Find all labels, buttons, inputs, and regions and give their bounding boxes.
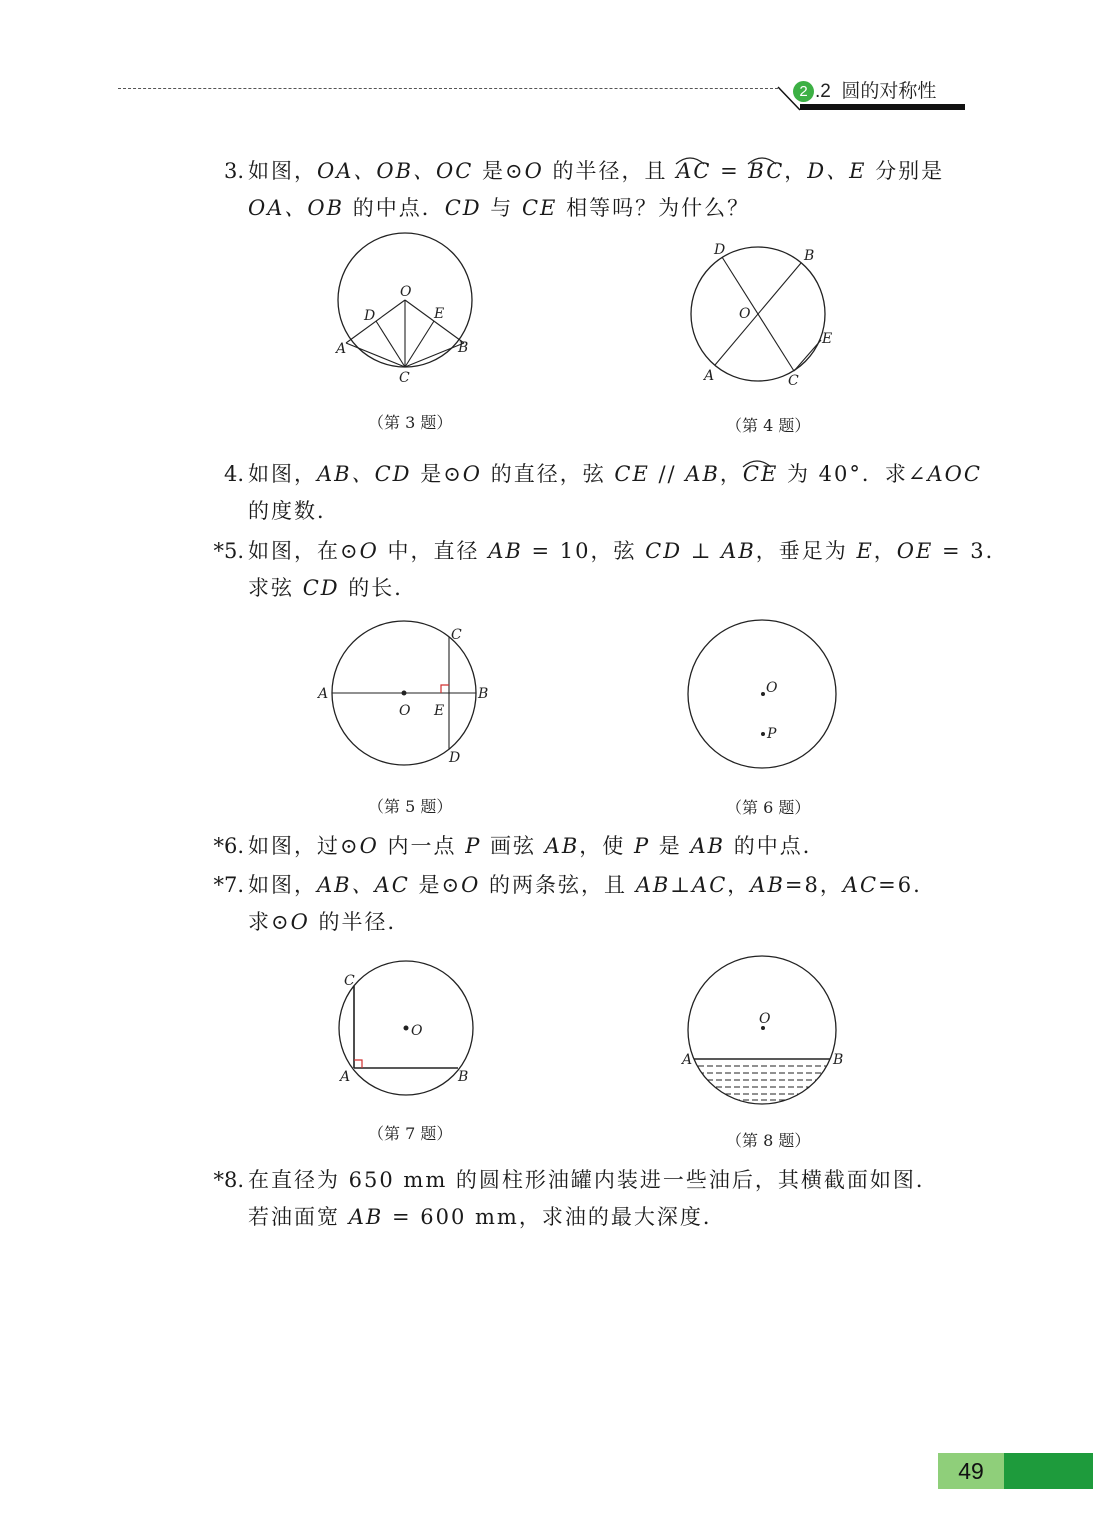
text: =6.: [878, 873, 922, 897]
arc-ac: [676, 159, 711, 183]
problem-number: *7.: [213, 873, 244, 897]
text: 内一点: [378, 834, 466, 858]
label-a: A: [318, 686, 329, 702]
text: = 600 mm，求油的最大深度．: [383, 1205, 726, 1229]
problem-3-line-2: [248, 190, 944, 227]
figure-4: [680, 240, 850, 394]
label-b: B: [458, 340, 469, 356]
header-bar: [800, 104, 965, 110]
problem-6: [213, 828, 826, 865]
text: =: [711, 159, 749, 183]
label-d: D: [714, 242, 726, 258]
problem-number: *8.: [213, 1168, 244, 1192]
text: ，: [784, 159, 808, 183]
math: OE: [896, 539, 934, 563]
figure-3-caption: （第 3 题）: [368, 413, 453, 432]
problem-7-line-2: [248, 904, 922, 941]
label-p: P: [767, 726, 777, 742]
math: AB: [488, 539, 523, 563]
math: CE: [614, 462, 650, 486]
math: E: [856, 539, 874, 563]
figure-6-caption: （第 6 题）: [726, 798, 811, 817]
math: AB: [348, 1205, 384, 1229]
text: 如图，过⊙: [248, 834, 360, 858]
text: 是⊙: [411, 462, 463, 486]
math: CE: [742, 462, 779, 486]
problem-3: [223, 153, 945, 227]
label-e: E: [434, 703, 445, 719]
text: ，使: [579, 834, 634, 858]
text: 如图，: [248, 462, 317, 486]
circle: [688, 956, 836, 1104]
section-badge: 2: [793, 81, 814, 102]
problem-4-line-2: 的度数．: [248, 499, 340, 523]
text: 的长．: [339, 576, 418, 600]
problem-8-line-1: 在直径为 650 mm 的圆柱形油罐内装进一些油后，其横截面如图．: [248, 1168, 939, 1192]
section-number: .2: [815, 81, 831, 102]
math: OA、OB、OC: [317, 159, 474, 183]
label-c: C: [788, 373, 799, 389]
math: O: [462, 462, 483, 486]
text: ，垂足为: [755, 539, 857, 563]
problem-7: [213, 867, 922, 941]
text: 求弦: [248, 576, 303, 600]
math: O: [290, 910, 310, 934]
arc-mark: [674, 155, 706, 165]
right-angle-mark: [354, 1060, 362, 1068]
label-a: A: [336, 341, 347, 357]
oil-hatching: [680, 1066, 850, 1100]
arc-mark: [741, 458, 773, 468]
text: 是⊙: [473, 159, 525, 183]
math: AC: [842, 873, 879, 897]
label-c: C: [344, 973, 355, 989]
problem-number: *6.: [213, 834, 244, 858]
header-dashed-rule: [118, 88, 778, 89]
problem-7-line-1: [248, 867, 922, 904]
label-a: A: [704, 368, 715, 384]
text: ⊥: [682, 539, 722, 563]
text: 中，直径: [378, 539, 489, 563]
label-b: B: [804, 248, 815, 264]
arc-ce: [743, 462, 778, 486]
text: 如图，: [248, 159, 317, 183]
page-number: 49: [938, 1453, 1004, 1489]
chord-ac: [346, 343, 405, 367]
chord-ce: [794, 340, 821, 371]
text: 画弦: [481, 834, 545, 858]
page-number-bar: [1004, 1453, 1093, 1489]
math: CD: [302, 576, 340, 600]
figure-3-diagram: [330, 240, 490, 390]
text: 是⊙: [409, 873, 462, 897]
point-o-dot: [761, 692, 765, 696]
label-o: O: [759, 1011, 771, 1027]
text: =8，: [784, 873, 843, 897]
text: 如图，: [248, 873, 317, 897]
text: 的半径．: [309, 910, 411, 934]
problem-8: [213, 1162, 939, 1236]
label-e: E: [434, 306, 445, 322]
figure-5-diagram: [315, 618, 505, 773]
text: 相等吗？为什么？: [557, 196, 751, 220]
center-dot: [404, 1026, 409, 1031]
segment-ce: [405, 321, 434, 367]
math: CE: [521, 196, 558, 220]
figure-4-caption: （第 4 题）: [726, 416, 811, 435]
section-title: [793, 76, 936, 103]
math: O: [359, 539, 379, 563]
figure-8-caption: （第 8 题）: [726, 1131, 811, 1150]
chord-bc: [405, 343, 464, 367]
math: O: [359, 834, 379, 858]
right-angle-mark: [441, 685, 449, 693]
figure-6-diagram: [680, 618, 850, 778]
problem-number: 3.: [223, 159, 244, 183]
math: AB、CD: [317, 462, 412, 486]
math: AB⊥AC: [635, 873, 728, 897]
text: 为 40°．求∠: [778, 462, 928, 486]
arc-bc: [748, 159, 784, 183]
text: //: [649, 462, 686, 486]
math: CD: [444, 196, 482, 220]
text: 的两条弦，且: [480, 873, 636, 897]
point-p-dot: [761, 732, 765, 736]
label-o: O: [400, 284, 412, 300]
problem-number: *5.: [213, 539, 244, 563]
math: AOC: [927, 462, 982, 486]
problem-6-line-1: [248, 828, 826, 865]
text: 的中点．: [725, 834, 826, 858]
text: = 10，弦: [522, 539, 646, 563]
problem-8-line-2: [248, 1199, 939, 1236]
text: 分别是: [866, 159, 945, 183]
text: ，: [719, 462, 743, 486]
math: P: [633, 834, 651, 858]
math: O: [524, 159, 544, 183]
label-c: C: [451, 627, 462, 643]
text: 的半径，且: [543, 159, 677, 183]
text: 求⊙: [248, 910, 291, 934]
figure-5: [315, 618, 505, 777]
math: CD: [645, 539, 683, 563]
math: BC: [748, 159, 785, 183]
label-b: B: [458, 1069, 469, 1085]
math: OA、OB: [248, 196, 345, 220]
math: AB: [685, 462, 720, 486]
problem-5-line-2: [248, 570, 1009, 607]
math: AB: [750, 873, 785, 897]
section-name: 圆的对称性: [841, 81, 937, 102]
section-header: [760, 74, 965, 108]
problem-3-line-1: [248, 153, 944, 190]
problem-number: 4.: [223, 462, 244, 486]
segment-cd: [376, 321, 405, 367]
text: 的中点．: [344, 196, 445, 220]
text: 如图，在⊙: [248, 539, 360, 563]
math: P: [465, 834, 482, 858]
math: AC: [676, 159, 712, 183]
math: AB: [721, 539, 756, 563]
math: D、E: [807, 159, 867, 183]
label-o: O: [739, 306, 751, 322]
label-e: E: [822, 331, 833, 347]
segment-oa: [346, 300, 405, 343]
math: AB: [690, 834, 726, 858]
figure-3: [330, 240, 490, 394]
label-o: O: [411, 1023, 423, 1039]
label-o: O: [766, 680, 778, 696]
figure-7: [330, 958, 490, 1112]
label-b: B: [833, 1052, 844, 1068]
diameter-ba: [715, 263, 801, 365]
center-dot: [402, 691, 407, 696]
figure-4-diagram: [680, 240, 850, 390]
text: 是: [650, 834, 691, 858]
problem-5-line-1: [248, 533, 1009, 570]
figure-5-caption: （第 5 题）: [368, 797, 453, 816]
label-d: D: [364, 308, 376, 324]
problem-4: [223, 456, 982, 530]
label-a: A: [340, 1069, 351, 1085]
text: = 3．: [933, 539, 1009, 563]
math: AB、AC: [317, 873, 410, 897]
text: 若油面宽: [248, 1205, 349, 1229]
label-b: B: [478, 686, 489, 702]
figure-7-caption: （第 7 题）: [368, 1124, 453, 1143]
text: 的直径，弦: [482, 462, 615, 486]
figure-6: [680, 618, 850, 782]
label-c: C: [399, 370, 410, 386]
text: 与: [481, 196, 522, 220]
text: ，: [727, 873, 751, 897]
arc-mark: [746, 155, 778, 165]
problem-5: [213, 533, 1009, 607]
figure-8: [680, 955, 850, 1119]
problem-4-line-1: [248, 456, 982, 493]
text: ，: [873, 539, 897, 563]
figure-8-diagram: [680, 955, 850, 1115]
figure-7-diagram: [330, 958, 490, 1108]
label-d: D: [449, 750, 461, 766]
math: AB: [544, 834, 580, 858]
label-a: A: [682, 1052, 693, 1068]
label-o: O: [399, 703, 411, 719]
math: O: [461, 873, 481, 897]
